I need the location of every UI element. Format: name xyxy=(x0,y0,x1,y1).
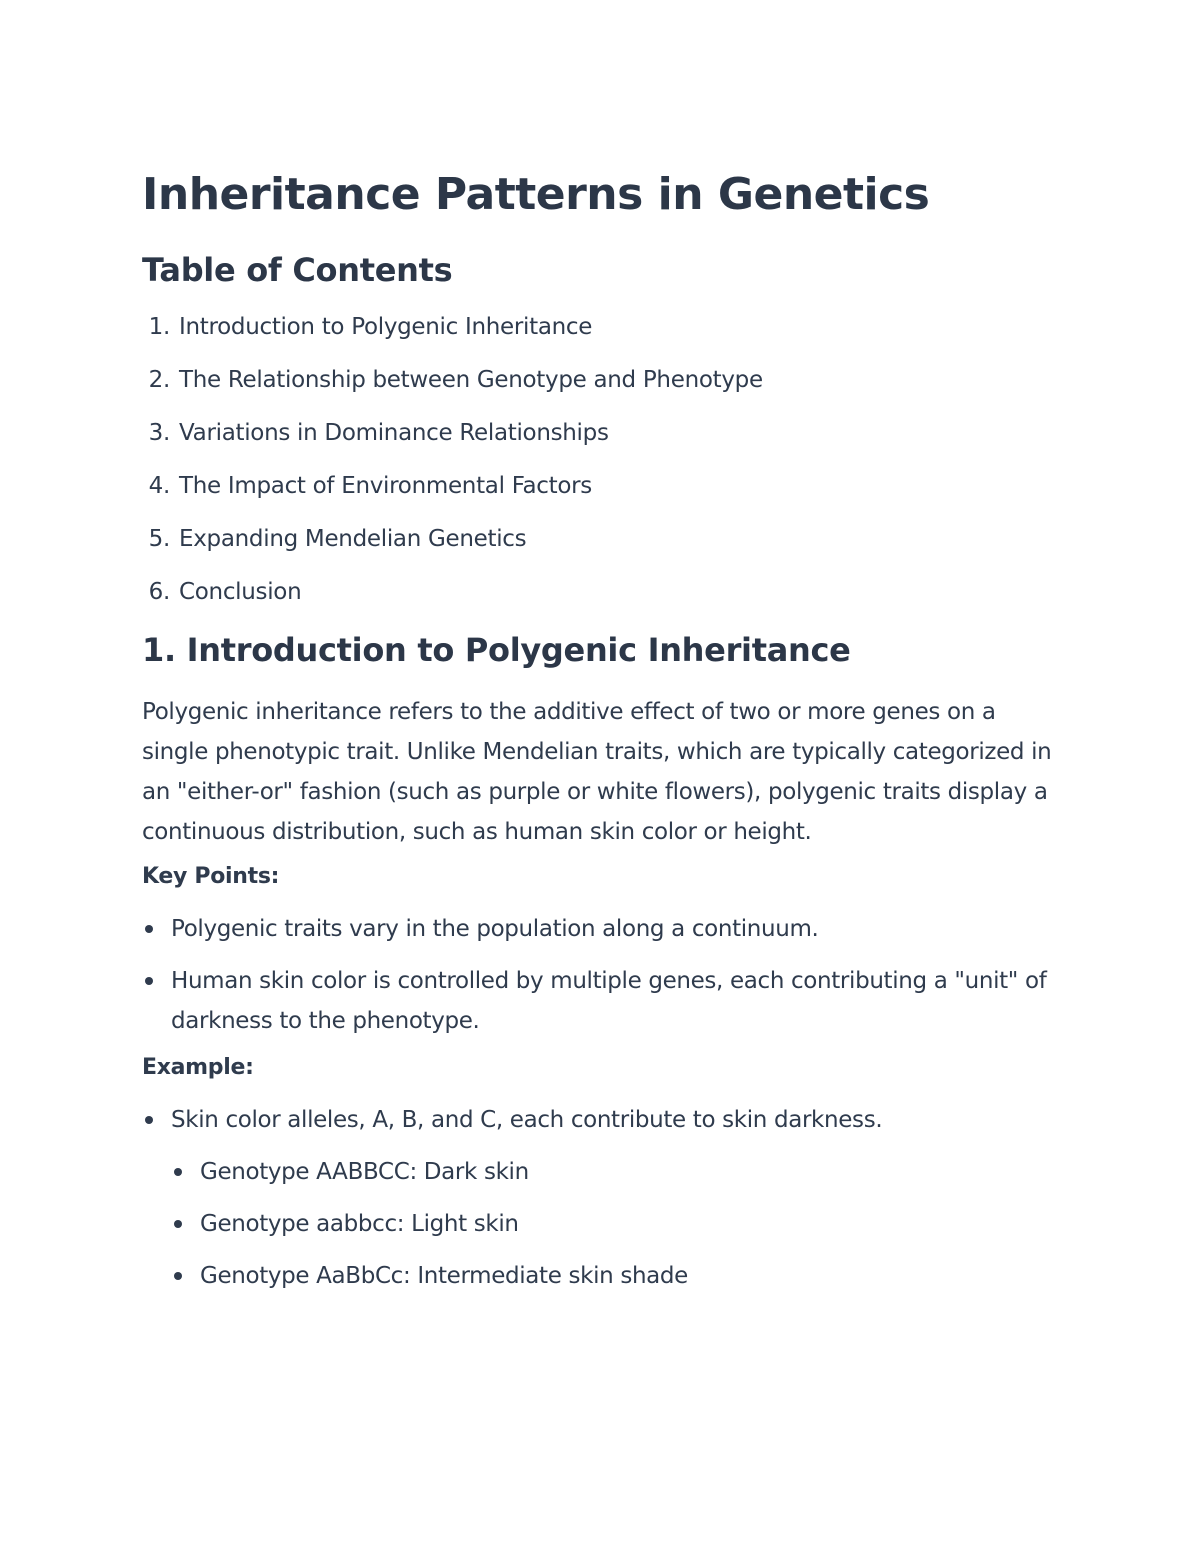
key-points-label: Key Points: xyxy=(142,864,280,889)
toc-item[interactable] xyxy=(142,365,1062,395)
list-item: Genotype aabbcc: Light skin xyxy=(171,1204,1062,1244)
toc-item-label: The Relationship between Genotype and Phenotype xyxy=(179,367,763,393)
list-item: Genotype AABBCC: Dark skin xyxy=(171,1152,1062,1192)
toc-item-label: Introduction to Polygenic Inheritance xyxy=(179,314,593,340)
section-heading: 1. Introduction to Polygenic Inheritance xyxy=(142,631,851,669)
toc-item-number: 5. xyxy=(148,526,170,552)
toc-item[interactable] xyxy=(142,524,1062,554)
genotype-list xyxy=(171,1152,1062,1296)
key-points-list xyxy=(142,909,1062,1041)
toc-item[interactable] xyxy=(142,577,1062,607)
toc-item[interactable] xyxy=(142,418,1062,448)
list-item: Genotype AaBbCc: Intermediate skin shade xyxy=(171,1256,1062,1296)
list-item xyxy=(142,1100,1062,1296)
toc-item-number: 6. xyxy=(148,579,170,605)
document-page xyxy=(142,168,1062,1308)
toc-item-label: The Impact of Environmental Factors xyxy=(179,473,592,499)
section-paragraph: Polygenic inheritance refers to the additive effect of two or more genes on a single phenotypic trait. Unlike Mendelian traits, which are typically categorized in an "either-or" fashion (such as purple or white flowers), polygenic traits display a continuous distribution, such as human skin color or height. xyxy=(142,699,1052,845)
list-item: Human skin color is controlled by multiple genes, each contributing a "unit" of darkness to the phenotype. xyxy=(142,961,1062,1041)
toc-item-number: 3. xyxy=(148,420,170,446)
table-of-contents xyxy=(142,312,1062,607)
document-title: Inheritance Patterns in Genetics xyxy=(142,169,930,220)
toc-item-label: Expanding Mendelian Genetics xyxy=(179,526,527,552)
toc-item-number: 4. xyxy=(148,473,170,499)
toc-item-label: Variations in Dominance Relationships xyxy=(179,420,609,446)
example-label: Example: xyxy=(142,1055,254,1080)
toc-item[interactable] xyxy=(142,471,1062,501)
toc-item[interactable] xyxy=(142,312,1062,342)
toc-item-label: Conclusion xyxy=(179,579,302,605)
example-list xyxy=(142,1100,1062,1296)
example-text: Skin color alleles, A, B, and C, each contribute to skin darkness. xyxy=(171,1107,883,1133)
toc-item-number: 1. xyxy=(148,314,170,340)
toc-heading: Table of Contents xyxy=(142,251,453,289)
toc-item-number: 2. xyxy=(148,367,170,393)
list-item: Polygenic traits vary in the population along a continuum. xyxy=(142,909,1062,949)
